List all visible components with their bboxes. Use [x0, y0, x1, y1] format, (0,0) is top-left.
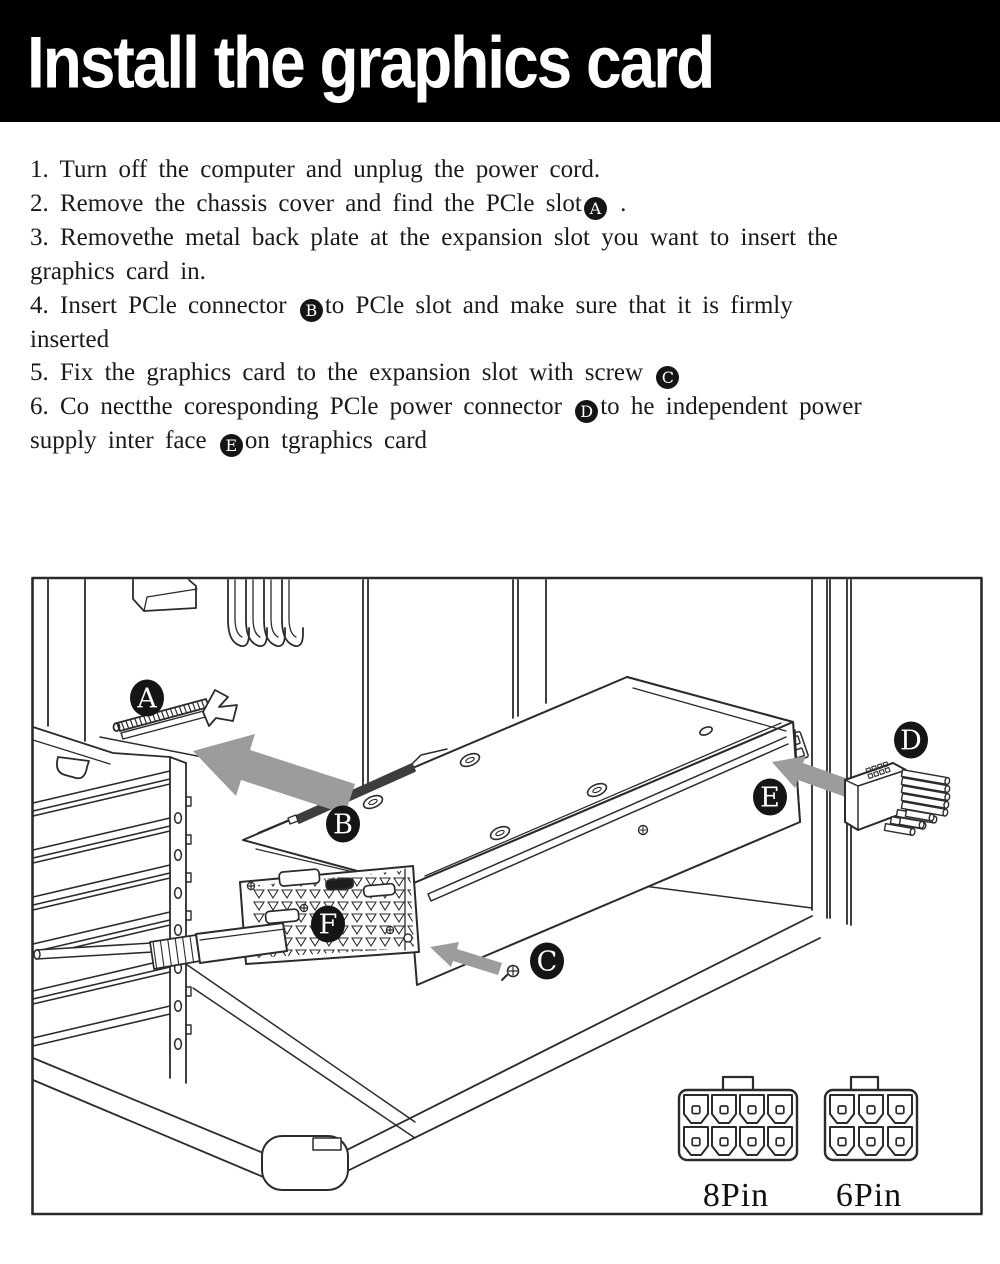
pin-diagram-label: 6Pin	[835, 1177, 903, 1214]
svg-text:D: D	[900, 725, 922, 757]
slot-latch	[203, 690, 237, 726]
instruction-text: on tgraphics card	[244, 427, 428, 455]
instruction-text: to he independent power	[600, 393, 862, 421]
diagram-label-C	[530, 943, 564, 980]
mounting-screw	[502, 966, 519, 981]
instruction-text: 1. Turn off the computer and unplug the power cord.	[30, 156, 601, 183]
instruction-text: 4. Insert PCle connector	[30, 291, 298, 319]
instruction-text: 5. Fix the graphics card to the expansion slot with screw	[30, 359, 655, 387]
pin-diagram-8pin	[679, 1077, 797, 1214]
expansion-slot-covers	[33, 771, 170, 1046]
svg-text:A: A	[137, 683, 157, 715]
ram-latches	[228, 580, 303, 646]
svg-text:C: C	[536, 946, 558, 978]
pin-diagram-label: 8Pin	[702, 1177, 770, 1214]
instruction-text: to PCle slot and make sure that it is firmly	[324, 291, 793, 319]
instruction-text: .	[608, 189, 627, 217]
instruction-text: 6. Co nectthe coresponding PCle power connector	[30, 393, 574, 421]
step-badge-b: B	[300, 299, 323, 322]
step-badge-a: A	[584, 197, 607, 220]
diagram-label-F	[311, 906, 345, 943]
display-port	[363, 883, 395, 897]
display-port	[265, 909, 299, 924]
svg-text:B: B	[333, 809, 353, 841]
instruction-text: graphics card in.	[30, 257, 206, 285]
instruction-text: 2. Remove the chassis cover and find the PCle slot	[30, 189, 582, 217]
svg-text:E: E	[760, 782, 780, 814]
step-badge-d: D	[575, 400, 598, 423]
diagram-label-B	[326, 806, 360, 843]
install-arrow	[193, 734, 355, 814]
power-cable-connector	[845, 762, 950, 836]
display-port	[279, 869, 320, 886]
motherboard-connector	[133, 580, 197, 611]
pin-connector-diagrams	[679, 1077, 917, 1214]
page-title: Install the graphics card	[27, 21, 714, 104]
instruction-text: supply inter face	[30, 427, 218, 455]
hdmi-port	[326, 878, 354, 890]
diagram-label-D	[894, 722, 928, 759]
diagram-label-A	[130, 680, 164, 717]
pin-diagram-6pin	[825, 1077, 917, 1214]
instruction-text: inserted	[30, 325, 110, 353]
step-badge-c: C	[656, 366, 679, 389]
step-badge-e: E	[220, 434, 243, 457]
svg-text:F: F	[318, 909, 338, 941]
diagram-label-E	[753, 779, 787, 816]
instruction-text: 3. Removethe metal back plate at the expansion slot you want to insert the	[30, 223, 838, 251]
